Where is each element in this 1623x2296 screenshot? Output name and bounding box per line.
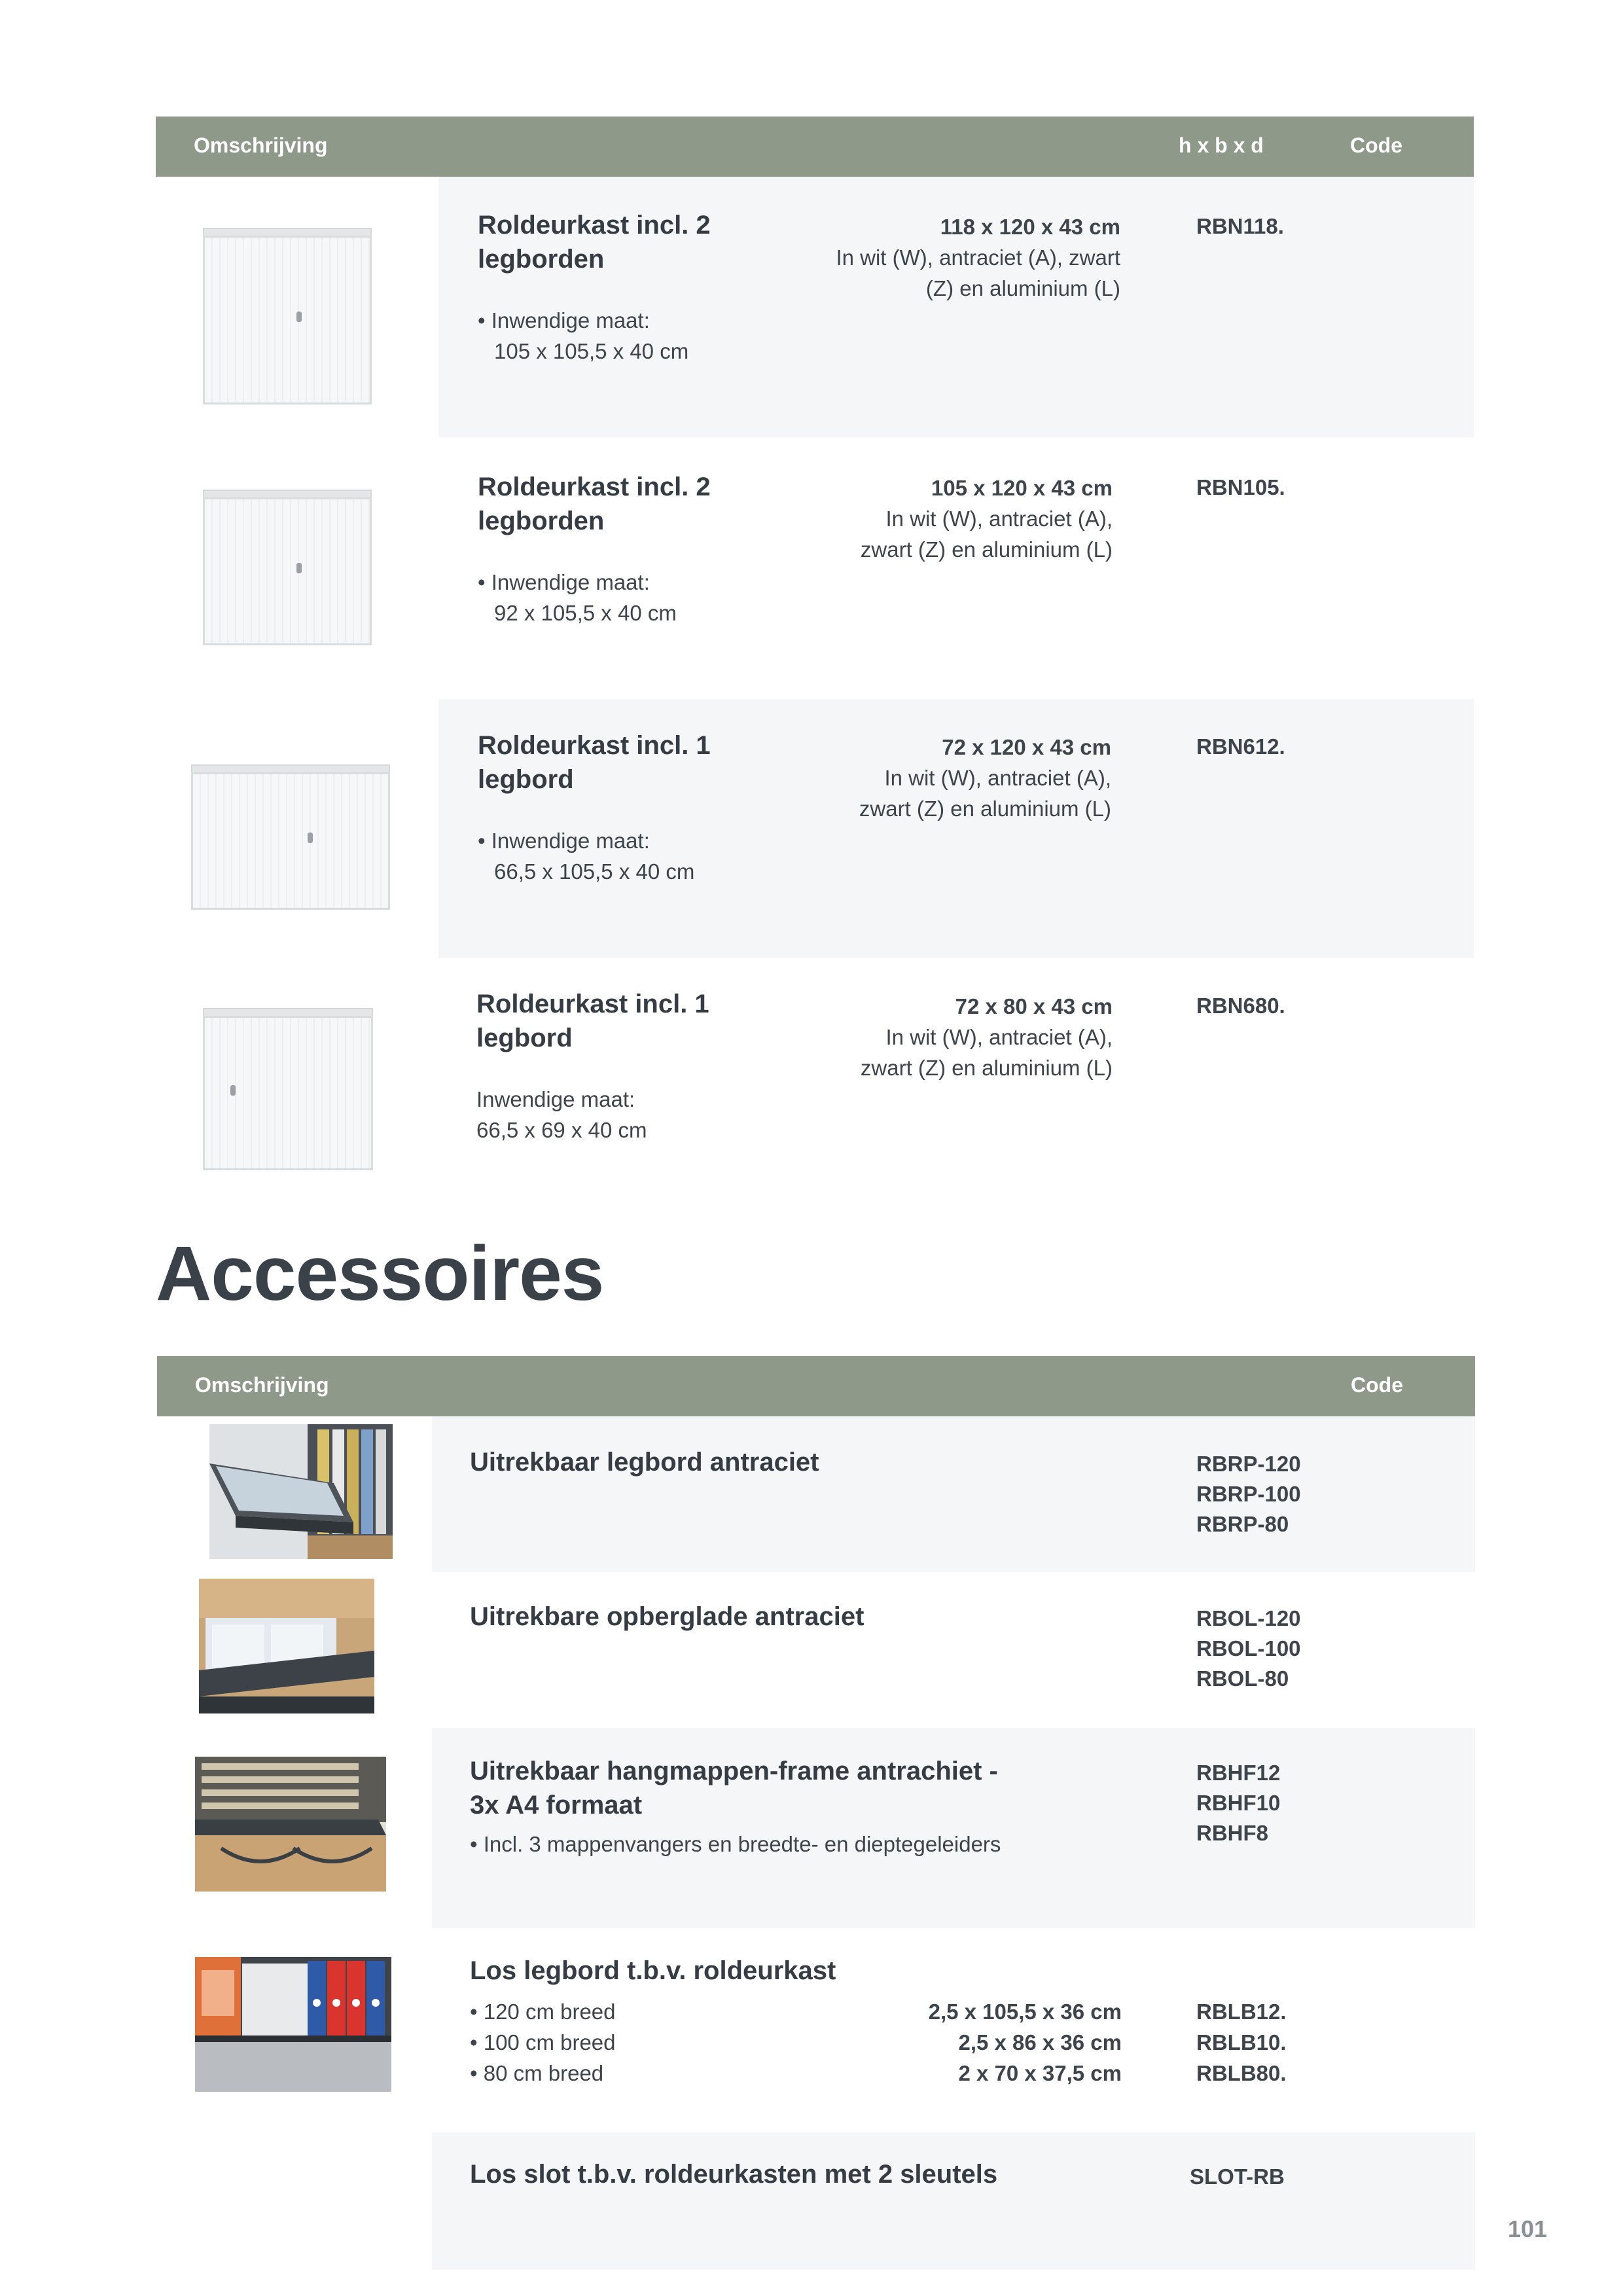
product-code: RBHF8 bbox=[1196, 1821, 1269, 1845]
accessory-title: Uitrekbare opberglade antraciet bbox=[470, 1602, 865, 1631]
header-code: Code bbox=[1351, 1373, 1403, 1397]
dimensions: 72 x 120 x 43 cm bbox=[942, 735, 1111, 759]
product-code: RBLB10. bbox=[1196, 2030, 1287, 2054]
rolldoor-cabinet-image bbox=[203, 1008, 373, 1170]
product-code: RBRP-100 bbox=[1196, 1482, 1301, 1506]
row-shade bbox=[432, 2132, 1475, 2270]
page-number: 101 bbox=[1508, 2215, 1548, 2242]
table-row bbox=[478, 470, 711, 538]
accessory-title: Uitrekbaar legbord antraciet bbox=[470, 1448, 819, 1477]
note-line: Inwendige maat: bbox=[476, 1087, 635, 1111]
code-list bbox=[1196, 1604, 1301, 1694]
title-line: Uitrekbaar hangmappen-frame antrachiet - bbox=[470, 1757, 998, 1785]
inner-size-note bbox=[478, 305, 688, 367]
row-shade bbox=[432, 1416, 1475, 1572]
table-row bbox=[478, 728, 711, 797]
product-code: RBN680. bbox=[1196, 994, 1285, 1018]
accessory-title: Los slot t.b.v. roldeurkasten met 2 sleutels bbox=[470, 2160, 998, 2189]
dimensions: 2,5 x 86 x 36 cm bbox=[958, 2030, 1122, 2054]
dimensions: 118 x 120 x 43 cm bbox=[940, 215, 1120, 239]
rolldoor-cabinet-image bbox=[203, 490, 372, 645]
product-code: RBN612. bbox=[1196, 734, 1285, 759]
table-row bbox=[476, 987, 709, 1055]
dimensions: 2,5 x 105,5 x 36 cm bbox=[928, 2000, 1122, 2024]
color-options: (Z) en aluminium (L) bbox=[925, 276, 1120, 300]
product-code: RBOL-100 bbox=[1196, 1636, 1301, 1660]
product-title: legbord bbox=[478, 765, 574, 794]
note-line: • Inwendige maat: bbox=[478, 308, 650, 332]
dimensions-block bbox=[753, 211, 1120, 304]
color-options: zwart (Z) en aluminium (L) bbox=[860, 1056, 1113, 1080]
section-title: Accessoires bbox=[156, 1230, 604, 1317]
dimensions-block bbox=[753, 473, 1113, 565]
note-line: 66,5 x 105,5 x 40 cm bbox=[494, 859, 695, 884]
color-options: zwart (Z) en aluminium (L) bbox=[860, 537, 1113, 562]
accessory-title bbox=[470, 1754, 998, 1822]
inner-size-note bbox=[478, 825, 694, 887]
dimensions: 2 x 70 x 37,5 cm bbox=[958, 2061, 1122, 2085]
loose-shelf-image bbox=[195, 1957, 391, 2092]
accessory-title: Los legbord t.b.v. roldeurkast bbox=[470, 1956, 836, 1985]
note-line: • Inwendige maat: bbox=[478, 570, 650, 594]
product-title: legbord bbox=[476, 1024, 573, 1052]
header-dimensions: h x b x d bbox=[1179, 134, 1264, 157]
code-list bbox=[1196, 1996, 1287, 2089]
dimensions: 72 x 80 x 43 cm bbox=[955, 994, 1113, 1018]
table-header bbox=[156, 117, 1474, 177]
note-line: 105 x 105,5 x 40 cm bbox=[494, 339, 689, 363]
product-title: Roldeurkast incl. 2 bbox=[478, 473, 711, 501]
storage-drawer-image bbox=[199, 1579, 374, 1713]
product-title: Roldeurkast incl. 1 bbox=[476, 990, 709, 1018]
color-options: In wit (W), antraciet (A), bbox=[885, 507, 1113, 531]
dimensions: 105 x 120 x 43 cm bbox=[931, 476, 1113, 500]
header-description: Omschrijving bbox=[195, 1373, 329, 1397]
list-item: • 80 cm breed bbox=[470, 2061, 604, 2085]
hanging-file-frame-image bbox=[195, 1757, 386, 1892]
shelf-size-list bbox=[470, 1996, 616, 2089]
table-header bbox=[157, 1356, 1475, 1416]
shelf-dimension-list bbox=[851, 1996, 1122, 2089]
color-options: In wit (W), antraciet (A), bbox=[884, 766, 1111, 790]
inner-size-note bbox=[476, 1084, 647, 1145]
pullout-shelf-image bbox=[209, 1424, 393, 1559]
product-code: RBLB80. bbox=[1196, 2061, 1287, 2085]
color-options: In wit (W), antraciet (A), bbox=[885, 1025, 1113, 1049]
rolldoor-cabinet-image bbox=[203, 228, 372, 404]
product-title: Roldeurkast incl. 2 bbox=[478, 211, 711, 240]
product-code: RBOL-120 bbox=[1196, 1606, 1301, 1630]
note-line: • Inwendige maat: bbox=[478, 829, 650, 853]
color-options: In wit (W), antraciet (A), zwart bbox=[836, 245, 1120, 270]
inner-size-note bbox=[478, 567, 677, 628]
product-code: RBN105. bbox=[1196, 475, 1285, 499]
list-item: • 100 cm breed bbox=[470, 2030, 616, 2054]
rolldoor-cabinet-image bbox=[191, 764, 390, 910]
dimensions-block bbox=[753, 732, 1111, 824]
product-code: RBLB12. bbox=[1196, 2000, 1287, 2024]
product-title: Roldeurkast incl. 1 bbox=[478, 731, 711, 760]
note-line: 92 x 105,5 x 40 cm bbox=[494, 601, 677, 625]
note-line: 66,5 x 69 x 40 cm bbox=[476, 1118, 647, 1142]
product-title: legborden bbox=[478, 507, 605, 535]
title-line: 3x A4 formaat bbox=[470, 1791, 643, 1820]
color-options: zwart (Z) en aluminium (L) bbox=[859, 797, 1111, 821]
product-code: RBRP-80 bbox=[1196, 1512, 1289, 1536]
list-item: • 120 cm breed bbox=[470, 2000, 616, 2024]
product-code: RBHF12 bbox=[1196, 1761, 1281, 1785]
accessory-note: • Incl. 3 mappenvangers en breedte- en dieptegeleiders bbox=[470, 1832, 1001, 1856]
dimensions-block bbox=[753, 991, 1113, 1083]
product-code: RBHF10 bbox=[1196, 1791, 1281, 1815]
header-description: Omschrijving bbox=[194, 134, 328, 157]
table-row bbox=[478, 208, 711, 276]
product-code: RBN118. bbox=[1196, 214, 1284, 238]
code-list bbox=[1196, 1449, 1301, 1539]
code-list bbox=[1196, 1758, 1280, 1848]
product-code: RBRP-120 bbox=[1196, 1452, 1301, 1476]
product-title: legborden bbox=[478, 245, 605, 274]
product-code: SLOT-RB bbox=[1190, 2164, 1285, 2189]
product-code: RBOL-80 bbox=[1196, 1666, 1289, 1691]
header-code: Code bbox=[1350, 134, 1402, 157]
